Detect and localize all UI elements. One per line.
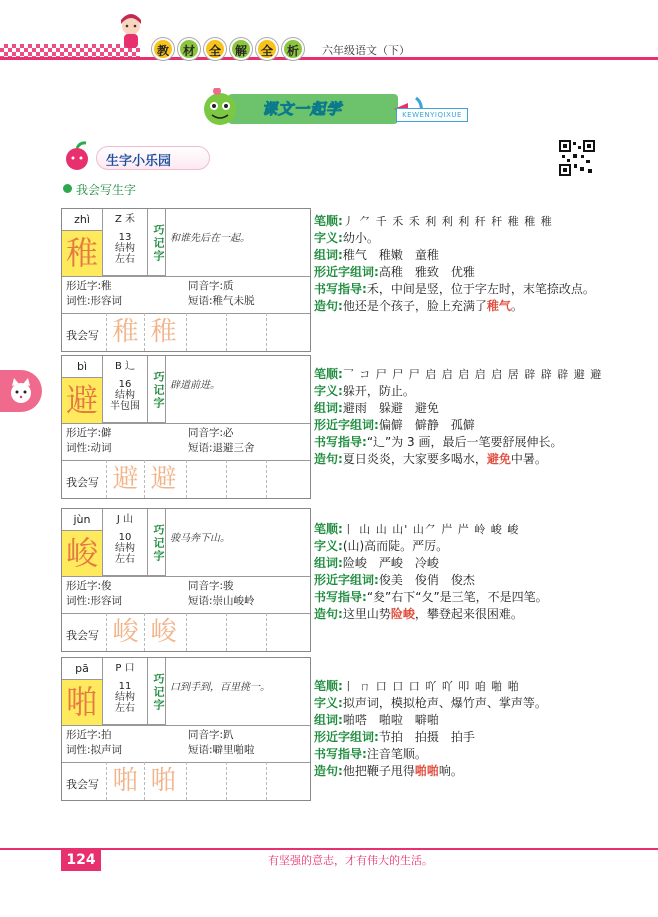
stroke-info [103, 680, 148, 725]
part-of-speech: 词性:拟声词 [66, 744, 123, 756]
character: 峻 [62, 531, 103, 576]
stroke-order-label: 笔顺: [314, 522, 343, 536]
homophone: 同音字:质 [188, 280, 234, 292]
cat-mascot-icon [6, 376, 36, 406]
meaning-label: 字义: [314, 384, 343, 398]
sentence-row [314, 606, 604, 623]
phrase: 短语:稚气未脱 [188, 295, 255, 307]
writing-guide-row [314, 281, 604, 298]
structure-label: 结构 [115, 390, 135, 401]
writing-guide: 禾，中间是竖，位于字左时，末笔捺改点。 [366, 282, 595, 296]
character-details [314, 678, 604, 780]
series-char: 解 [230, 38, 252, 60]
similar-words: 高稚 雅致 优雅 [378, 265, 475, 279]
similar-words: 偏僻 僻静 孤僻 [378, 418, 475, 432]
meaning-row [314, 538, 604, 555]
mnemonic: 和谁先后在一起。 [170, 233, 250, 244]
structure-label: 结构 [115, 543, 135, 554]
part-of-speech: 词性:动词 [66, 442, 112, 454]
stroke-order-row [314, 213, 604, 230]
series-char: 材 [178, 38, 200, 60]
words: 避雨 躲避 避免 [342, 401, 439, 415]
stroke-order-label: 笔顺: [314, 214, 343, 228]
section-subtitle: 我会写生字 [76, 183, 137, 197]
similar-words-row [314, 729, 604, 746]
divider [62, 725, 310, 726]
write-label: 我会写 [66, 329, 99, 342]
pinyin: pā [62, 658, 103, 680]
trace-char[interactable]: 稚 [144, 313, 182, 351]
girl-mascot-icon [116, 14, 146, 52]
similar-words-row [314, 264, 604, 281]
writing-guide-row [314, 746, 604, 763]
page-number: 124 [61, 849, 101, 871]
meaning-row [314, 383, 604, 400]
words-row [314, 712, 604, 729]
sentence-row [314, 298, 604, 315]
banner-title: 课文一起学 [262, 100, 343, 118]
sentence-label: 造句: [314, 299, 343, 313]
radical: B 辶 [103, 356, 148, 378]
words-label: 组词: [314, 556, 343, 570]
similar-char: 形近字:稚 [66, 280, 112, 292]
practice-box[interactable] [226, 762, 227, 800]
stroke-order: 乛 コ 尸 尸 尸 启 启 启 启 启 居 辟 辟 辟 避 避 [342, 368, 603, 381]
words: 险峻 严峻 冷峻 [342, 556, 439, 570]
stroke-order-row [314, 366, 604, 383]
sentence-highlight: 啪啪 [414, 764, 439, 778]
sentence-highlight: 稚气 [486, 299, 511, 313]
similar-words-label: 形近字组词: [314, 730, 379, 744]
meaning: 拟声词，模拟枪声、爆竹声、掌声等。 [342, 696, 547, 710]
sentence-row [314, 451, 604, 468]
apple-mascot-icon [62, 140, 92, 172]
stroke-order-label: 笔顺: [314, 679, 343, 693]
meaning-label: 字义: [314, 231, 343, 245]
structure-type: 左右 [115, 554, 135, 565]
side-tab [0, 370, 42, 412]
banner-pinyin: KEWENYIQIXUE [396, 108, 468, 122]
practice-box[interactable] [186, 313, 187, 351]
stroke-count: 16 [118, 379, 132, 390]
character: 啪 [62, 680, 103, 725]
words: 啪嗒 啪啦 噼啪 [342, 713, 439, 727]
homophone: 同音字:骏 [188, 580, 234, 592]
writing-guide-label: 书写指导: [314, 435, 367, 449]
words: 稚气 稚嫩 童稚 [342, 248, 439, 262]
sentence-text: 这里山势 [342, 607, 391, 621]
words-label: 组词: [314, 248, 343, 262]
practice-box[interactable] [266, 762, 267, 800]
write-label: 我会写 [66, 778, 99, 791]
divider [62, 276, 310, 277]
stroke-info [103, 231, 148, 276]
stroke-info [103, 531, 148, 576]
trace-char[interactable]: 避 [106, 460, 144, 498]
similar-words-label: 形近字组词: [314, 418, 379, 432]
character: 稚 [62, 231, 103, 276]
series-char: 析 [282, 38, 304, 60]
structure-label: 结构 [115, 692, 135, 703]
words-label: 组词: [314, 401, 343, 415]
stroke-order: 丨 ㄇ 口 口 口 吖 吖 叩 咱 啪 啪 [342, 680, 520, 693]
memory-tip-label: 巧记字 [148, 658, 166, 725]
pinyin: bì [62, 356, 103, 378]
sentence-end: ，攀登起来很困难。 [414, 607, 523, 621]
similar-words-label: 形近字组词: [314, 573, 379, 587]
practice-box[interactable] [266, 460, 267, 498]
words-row [314, 247, 604, 264]
part-of-speech: 词性:形容词 [66, 595, 123, 607]
part-of-speech: 词性:形容词 [66, 295, 123, 307]
meaning: 躲开，防止。 [342, 384, 415, 398]
sentence-label: 造句: [314, 452, 343, 466]
mnemonic: 辟道前进。 [170, 380, 220, 391]
trace-char[interactable]: 峻 [144, 613, 182, 651]
trace-char[interactable]: 啪 [144, 762, 182, 800]
meaning: 幼小。 [342, 231, 379, 245]
memory-tip-label: 巧记字 [148, 356, 166, 423]
practice-box[interactable] [266, 613, 267, 651]
memory-tip-label: 巧记字 [148, 209, 166, 276]
trace-char[interactable]: 避 [144, 460, 182, 498]
series-char: 全 [256, 38, 278, 60]
stroke-order-row [314, 521, 604, 538]
similar-words-row [314, 572, 604, 589]
mnemonic: 骏马奔下山。 [170, 533, 230, 544]
write-label: 我会写 [66, 629, 99, 642]
similar-words: 节拍 拍摄 拍手 [378, 730, 475, 744]
mnemonic: 口到手到，百里挑一。 [170, 682, 270, 693]
series-char: 全 [204, 38, 226, 60]
sentence-label: 造句: [314, 607, 343, 621]
practice-box[interactable] [226, 460, 227, 498]
meaning-label: 字义: [314, 696, 343, 710]
stroke-order-label: 笔顺: [314, 367, 343, 381]
trace-char[interactable]: 稚 [106, 313, 144, 351]
radical: Z 禾 [103, 209, 148, 231]
practice-box[interactable] [186, 460, 187, 498]
sentence-end: 中暑。 [510, 452, 547, 466]
structure-label: 结构 [115, 243, 135, 254]
phrase: 短语:崇山峻岭 [188, 595, 255, 607]
similar-char: 形近字:拍 [66, 729, 112, 741]
pinyin: zhì [62, 209, 103, 231]
homophone: 同音字:必 [188, 427, 234, 439]
writing-guide: “夋”右下“夂”是三笔，不是四笔。 [366, 590, 548, 604]
practice-box[interactable] [186, 613, 187, 651]
meaning-label: 字义: [314, 539, 343, 553]
structure-type: 左右 [115, 254, 135, 265]
sentence-text: 他把鞭子甩得 [342, 764, 415, 778]
meaning-row [314, 230, 604, 247]
footer-motto: 有坚强的意志，才有伟大的生活。 [268, 854, 433, 867]
character-details [314, 213, 604, 315]
stroke-count: 13 [118, 232, 132, 243]
writing-guide-label: 书写指导: [314, 282, 367, 296]
trace-char[interactable]: 峻 [106, 613, 144, 651]
practice-box[interactable] [226, 613, 227, 651]
similar-words-label: 形近字组词: [314, 265, 379, 279]
series-title [152, 38, 304, 60]
stroke-count: 11 [118, 681, 132, 692]
trace-char[interactable]: 啪 [106, 762, 144, 800]
sentence-text: 他还是个孩子，脸上充满了 [342, 299, 487, 313]
similar-words: 俊美 俊俏 俊杰 [378, 573, 475, 587]
divider [62, 423, 310, 424]
phrase: 短语:退避三舍 [188, 442, 255, 454]
similar-char: 形近字:僻 [66, 427, 112, 439]
writing-guide-label: 书写指导: [314, 590, 367, 604]
series-char: 教 [152, 38, 174, 60]
character-card [61, 657, 311, 801]
practice-box[interactable] [226, 313, 227, 351]
character: 避 [62, 378, 103, 423]
character-details [314, 521, 604, 623]
sentence-text: 夏日炎炎，大家要多喝水， [342, 452, 487, 466]
writing-guide-row [314, 589, 604, 606]
similar-char: 形近字:俊 [66, 580, 112, 592]
phrase: 短语:噼里啪啦 [188, 744, 255, 756]
radical: P 口 [103, 658, 148, 680]
stroke-order-row [314, 678, 604, 695]
stroke-order: 丨 山 山 山' 山⺈ 屵 屵 岭 峻 峻 [342, 523, 520, 536]
character-card [61, 508, 311, 652]
similar-words-row [314, 417, 604, 434]
practice-box[interactable] [266, 313, 267, 351]
stroke-count: 10 [118, 532, 132, 543]
words-row [314, 400, 604, 417]
section-title: 生字小乐园 [106, 154, 172, 169]
memory-tip-label: 巧记字 [148, 509, 166, 576]
writing-guide-row [314, 434, 604, 451]
words-row [314, 555, 604, 572]
character-card [61, 355, 311, 499]
divider [62, 576, 310, 577]
writing-guide-label: 书写指导: [314, 747, 367, 761]
structure-type: 半包围 [110, 401, 140, 412]
write-label: 我会写 [66, 476, 99, 489]
homophone: 同音字:趴 [188, 729, 234, 741]
radical: J 山 [103, 509, 148, 531]
book-title: 六年级语文（下） [322, 44, 410, 57]
meaning-row [314, 695, 604, 712]
sentence-row [314, 763, 604, 780]
sentence-highlight: 避免 [486, 452, 511, 466]
sentence-highlight: 险峻 [390, 607, 415, 621]
sentence-label: 造句: [314, 764, 343, 778]
practice-box[interactable] [186, 762, 187, 800]
words-label: 组词: [314, 713, 343, 727]
bullet-icon [63, 184, 72, 193]
character-details [314, 366, 604, 468]
pinyin: jùn [62, 509, 103, 531]
writing-guide: 注音笔顺。 [366, 747, 427, 761]
sentence-end: 。 [510, 299, 523, 313]
meaning: (山)高而陡。严厉。 [342, 539, 449, 553]
sentence-end: 响。 [438, 764, 463, 778]
stroke-order: 丿 ⺈ 千 禾 禾 利 利 利 秆 秆 稚 稚 稚 [342, 215, 553, 228]
qr-code-icon[interactable] [559, 140, 595, 176]
character-card [61, 208, 311, 352]
writing-guide: “辶”为 3 画，最后一笔要舒展伸长。 [366, 435, 563, 449]
stroke-info [103, 378, 148, 423]
structure-type: 左右 [115, 703, 135, 714]
